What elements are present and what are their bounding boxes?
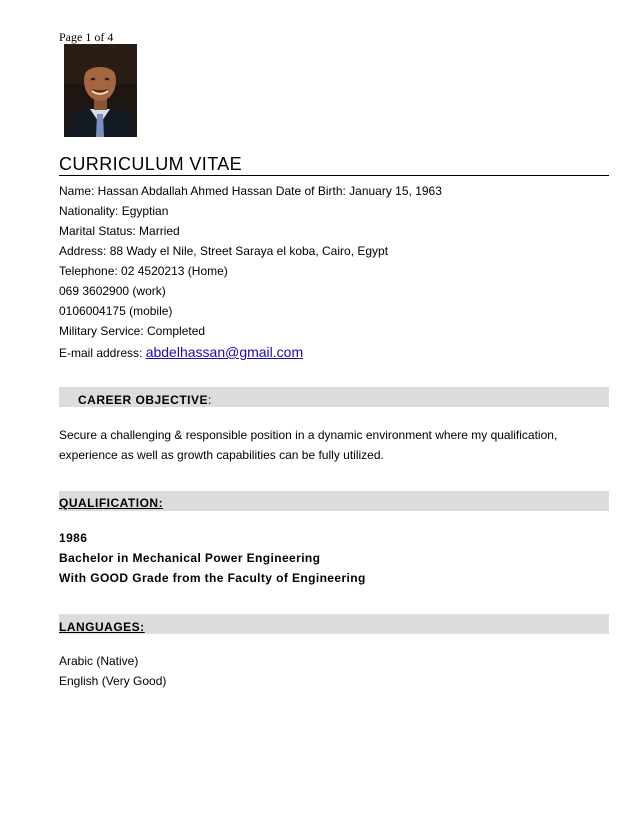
languages-list <box>59 651 166 691</box>
language-item: English (Very Good) <box>59 674 167 688</box>
marital-status-line: Marital Status: Married <box>59 224 180 238</box>
address-line: Address: 88 Wady el Nile, Street Saraya el koba, Cairo, Egypt <box>59 244 389 258</box>
telephone-home-line: Telephone: 02 4520213 (Home) <box>59 264 228 278</box>
title-divider <box>59 175 609 176</box>
cv-title: CURRICULUM VITAE <box>59 154 243 174</box>
telephone-mobile-line: 0106004175 (mobile) <box>59 304 173 318</box>
email-link[interactable]: abdelhassan@gmail.com <box>145 344 304 360</box>
qualification-heading: QUALIFICATION: <box>59 496 164 510</box>
career-objective-colon: : <box>208 393 212 407</box>
career-objective-heading-text: CAREER OBJECTIVE <box>78 393 209 407</box>
telephone-work-line: 069 3602900 (work) <box>59 284 166 298</box>
career-objective-text: Secure a challenging & responsible position in a dynamic environment where my qualification, experience as well as growth capabilities can be fully utilized. <box>59 428 558 462</box>
person-portrait-icon <box>64 44 137 137</box>
profile-photo <box>64 44 137 137</box>
nationality-line: Nationality: Egyptian <box>59 204 169 218</box>
name-dob-line: Name: Hassan Abdallah Ahmed Hassan Date of Birth: January 15, 1963 <box>59 184 442 198</box>
languages-heading: LANGUAGES: <box>59 620 145 634</box>
language-item: Arabic (Native) <box>59 654 139 668</box>
page-number: Page 1 of 4 <box>59 30 114 44</box>
email-line <box>59 341 442 363</box>
qualification-year: 1986 <box>59 531 88 545</box>
career-objective-heading <box>78 393 212 407</box>
qualification-grade: With GOOD Grade from the Faculty of Engineering <box>59 571 366 585</box>
email-label: E-mail address: <box>59 346 146 360</box>
personal-info <box>59 181 442 363</box>
qualification-details <box>59 528 366 588</box>
qualification-degree: Bachelor in Mechanical Power Engineering <box>59 551 321 565</box>
military-service-line: Military Service: Completed <box>59 324 206 338</box>
